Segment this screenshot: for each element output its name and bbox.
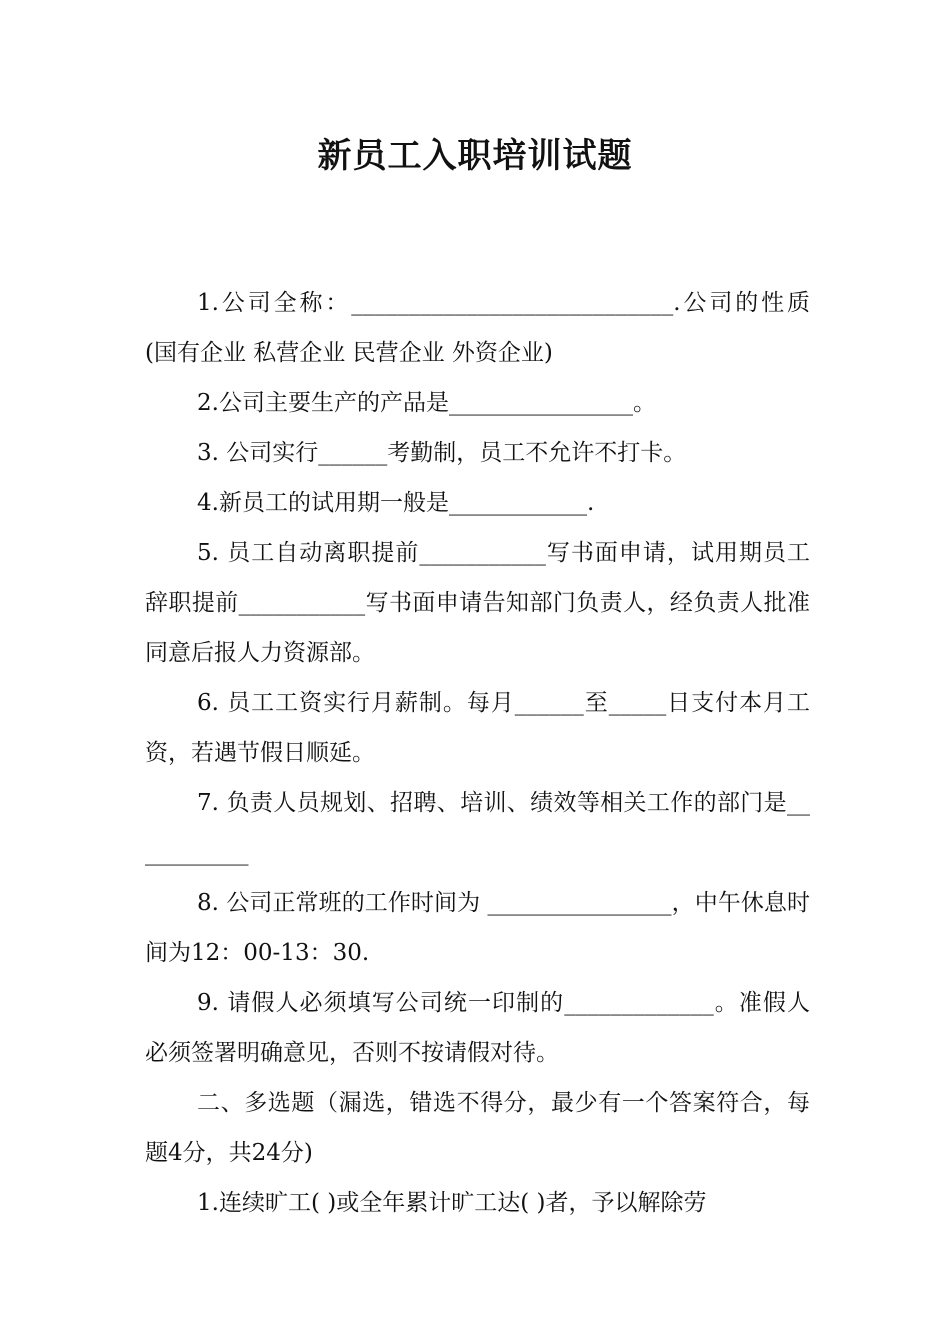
question-7-paragraph: 7. 负责人员规划、招聘、培训、绩效等相关工作的部门是___________ bbox=[145, 790, 810, 866]
question-1-paragraph: 1.公司全称：____________________________.公司的性质(国有企业 私营企业 民营企业 外资企业) bbox=[145, 290, 810, 366]
question-5-paragraph: 5. 员工自动离职提前___________写书面申请，试用期员工辞职提前___________写书面申请告知部门负责人，经负责人批准同意后报人力资源部。 bbox=[145, 540, 810, 666]
question-2-paragraph: 2.公司主要生产的产品是________________。 bbox=[197, 390, 656, 416]
question-8-paragraph: 8. 公司正常班的工作时间为 ________________，中午休息时间为12：00-13：30. bbox=[145, 890, 810, 966]
question-9-paragraph: 9. 请假人必须填写公司统一印制的_____________。准假人必须签署明确意见，否则不按请假对待。 bbox=[145, 990, 810, 1066]
document-body bbox=[145, 278, 810, 1228]
document-title: 新员工入职培训试题 bbox=[317, 136, 633, 176]
question-6-paragraph: 6. 员工工资实行月薪制。每月______至_____日支付本月工资，若遇节假日顺延。 bbox=[145, 690, 810, 766]
question-3-paragraph: 3. 公司实行______考勤制，员工不允许不打卡。 bbox=[197, 440, 687, 466]
section-heading-multiple-choice: 二、多选题（漏选，错选不得分，最少有一个答案符合，每题4分，共24分) bbox=[145, 1090, 810, 1166]
multiple-choice-question-1: 1.连续旷工( )或全年累计旷工达( )者，予以解除劳 bbox=[197, 1190, 707, 1216]
question-4-paragraph: 4.新员工的试用期一般是____________. bbox=[197, 490, 595, 516]
